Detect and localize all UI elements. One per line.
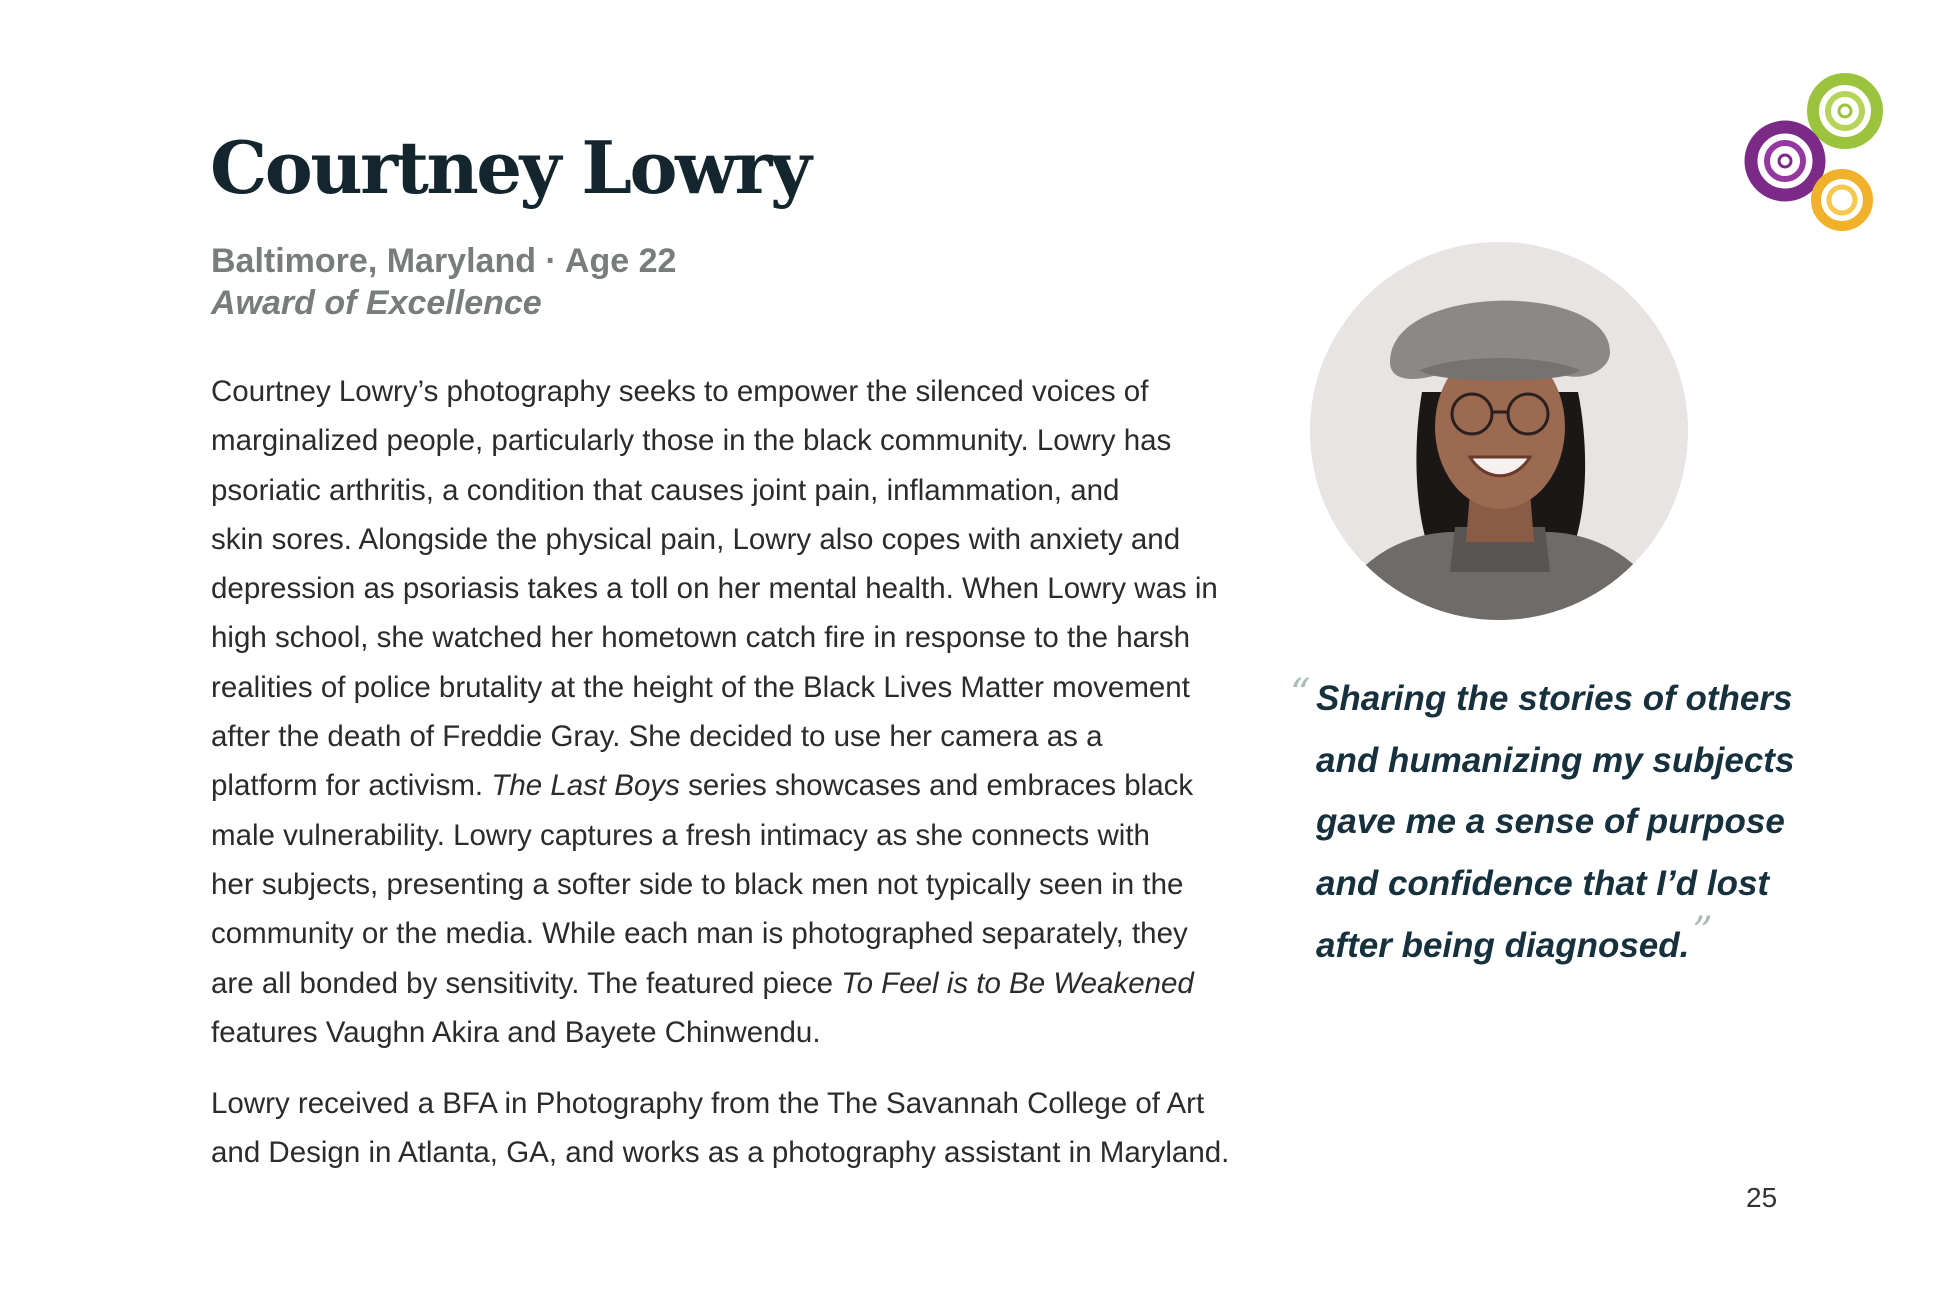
bio-line: [211, 761, 1211, 810]
bio-line: community or the media. While each man is photographed separately, they: [211, 917, 1188, 951]
bio-paragraph: [211, 367, 1218, 1057]
artist-location-age: Baltimore, Maryland · Age 22: [211, 242, 677, 280]
bio-line: and Design in Atlanta, GA, and works as a photography assistant in Maryland.: [211, 1136, 1230, 1170]
bio-line: skin sores. Alongside the physical pain, Lowry also copes with anxiety and: [211, 522, 1181, 556]
quote-line: and confidence that I’d lost: [1316, 863, 1770, 903]
artist-bio: [211, 367, 1230, 1178]
bio-text: series showcases and embraces black: [679, 769, 1194, 803]
bio-line: Courtney Lowry’s photography seeks to empower the silenced voices of: [211, 375, 1149, 408]
bio-line: features Vaughn Akira and Bayete Chinwendu.: [211, 1015, 821, 1049]
bio-line: high school, she watched her hometown catch fire in response to the harsh: [211, 621, 1190, 655]
quote-line: Sharing the stories of others: [1316, 679, 1793, 718]
bio-line: depression as psoriasis takes a toll on her mental health. When Lowry was in: [211, 572, 1218, 606]
close-quote-mark: ”: [1692, 909, 1713, 955]
quote-line: [1290, 909, 1790, 977]
quote-text: after being diagnosed.: [1316, 926, 1690, 965]
pull-quote: [1290, 668, 1795, 977]
quote-line: and humanizing my subjects: [1316, 740, 1795, 780]
bio-text: platform for activism.: [211, 769, 492, 803]
page-number: 25: [1746, 1182, 1778, 1213]
artist-name: Courtney Lowry: [210, 125, 810, 210]
bio-line: psoriatic arthritis, a condition that causes joint pain, inflammation, and: [211, 473, 1120, 507]
bio-line: her subjects, presenting a softer side to black men not typically seen in the: [211, 867, 1184, 901]
series-title: The Last Boys: [491, 769, 680, 803]
bio-line: marginalized people, particularly those in the black community. Lowry has: [211, 424, 1172, 458]
bio-line: after the death of Freddie Gray. She decided to use her camera as a: [211, 720, 1103, 754]
award-title: Award of Excellence: [211, 284, 542, 322]
bio-line: Lowry received a BFA in Photography from the The Savannah College of Art: [211, 1087, 1205, 1121]
bio-paragraph: [211, 1079, 1230, 1178]
artist-portrait: [1310, 242, 1688, 620]
bio-line: [211, 959, 1211, 1008]
quote-line: gave me a sense of purpose: [1316, 802, 1785, 841]
three-circles-logo-icon: [1738, 66, 1898, 236]
featured-piece-title: To Feel is to Be Weakened: [841, 966, 1194, 1000]
bio-line: male vulnerability. Lowry captures a fresh intimacy as she connects with: [211, 818, 1150, 852]
bio-line: realities of police brutality at the height of the Black Lives Matter movement: [211, 670, 1190, 704]
open-quote-mark: “: [1290, 671, 1311, 717]
bio-text: are all bonded by sensitivity. The featured piece: [211, 966, 842, 1000]
